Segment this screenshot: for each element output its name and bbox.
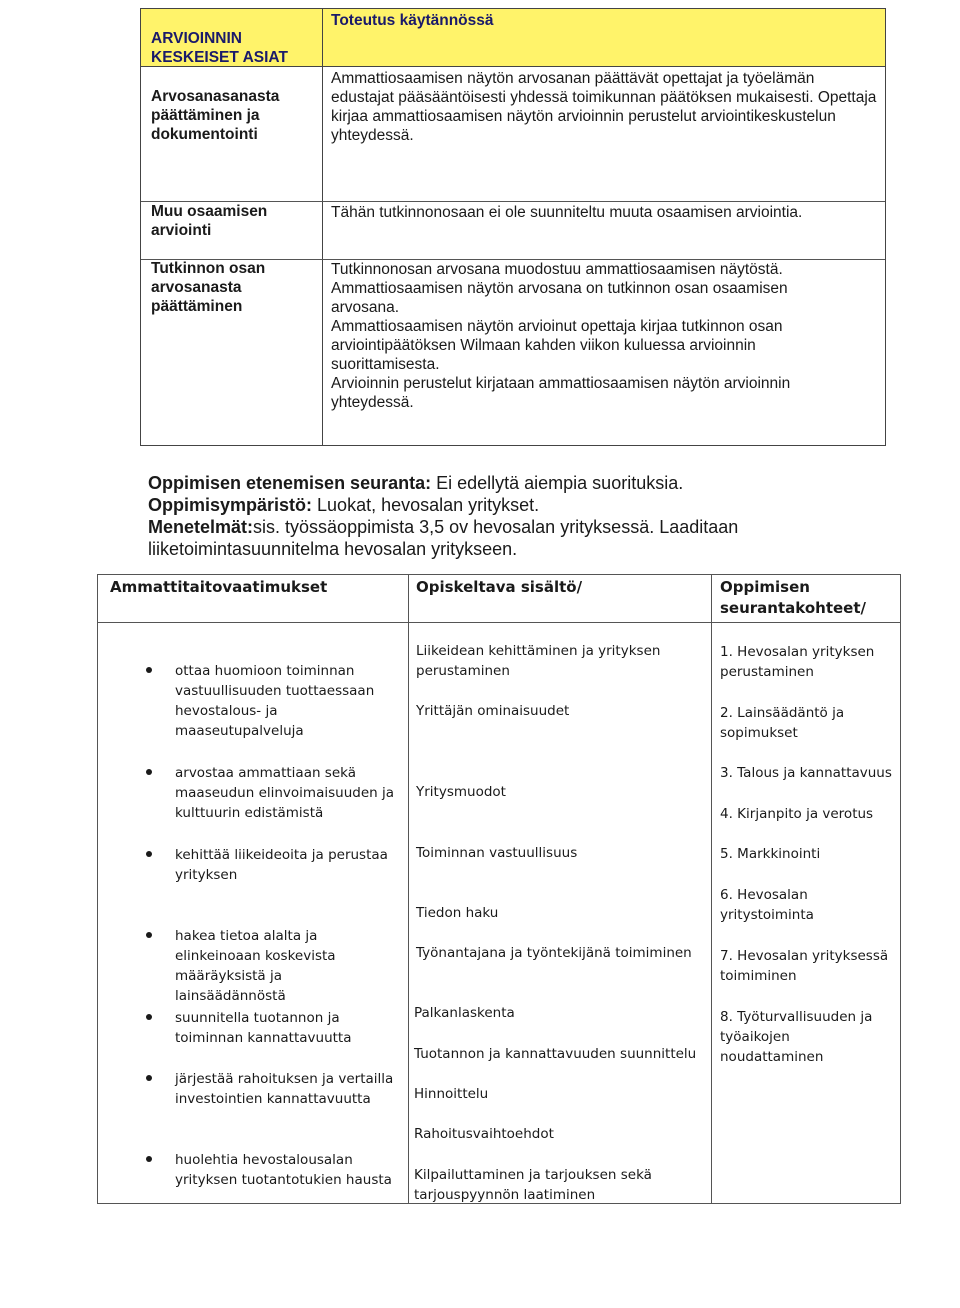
progress-monitoring-line [148, 472, 868, 494]
content-item: Rahoitusvaihtoehdot [414, 1126, 554, 1142]
column-divider [711, 575, 712, 1203]
row-text-grading-documentation: Ammattiosaamisen näytön arvosanan päättävät opettajat ja työelämän edustajat pääsääntöisesti yhdessä toimikunnan päätöksen mukaisesti. Opettaja kirjaa ammattiosaamisen näytön arvioinnin perustelut arviointikeskustelun yhteydessä. [331, 70, 877, 144]
target-item: 7. Hevosalan yrityksessä toimiminen [720, 948, 889, 984]
learning-environment-line [148, 494, 868, 516]
requirement-item: kehittää liikeideoita ja perustaa yrityksen [175, 847, 388, 883]
target-item: 4. Kirjanpito ja verotus [720, 806, 874, 822]
content-item: Kilpailuttaminen ja tarjouksen sekä tarjouspyynnön laatiminen [414, 1167, 652, 1203]
assessment-column-divider [322, 67, 323, 445]
progress-value: Ei edellytä aiempia suorituksia. [431, 473, 684, 493]
assessment-header-right: Toteutus käytännössä [331, 12, 494, 29]
requirement-item: hakea tietoa alalta ja elinkeinoaan koskevista määräyksistä ja lainsäädännöstä [175, 928, 336, 1004]
requirement-item: ottaa huomioon toiminnan vastuullisuuden tuottaessaan hevostalous- ja maaseutupalveluja [175, 663, 375, 739]
competence-table [97, 574, 901, 1204]
environment-label: Oppimisympäristö: [148, 495, 313, 515]
content-item: Palkanlaskenta [414, 1005, 515, 1021]
requirement-item: huolehtia hevostalousalan yrityksen tuotantotukien hausta [175, 1152, 392, 1188]
methods-line [148, 516, 788, 560]
module-grade-paragraph: Tutkinnonosan arvosana muodostuu ammattiosaamisen näytöstä. [331, 261, 783, 278]
assessment-table [140, 8, 886, 446]
bullet-icon [146, 769, 152, 775]
bullet-icon [146, 667, 152, 673]
content-item: Yrittäjän ominaisuudet [416, 703, 570, 719]
header-divider [98, 622, 900, 623]
col-header-targets: Oppimisen seurantakohteet/ [720, 578, 866, 617]
row-text-module-grade [331, 260, 831, 412]
col-header-requirements: Ammattitaitovaatimukset [110, 578, 328, 596]
requirement-item: järjestää rahoituksen ja vertailla investointien kannattavuutta [175, 1071, 394, 1107]
content-item: Liikeidean kehittäminen ja yrityksen perustaminen [416, 643, 661, 679]
row-label-grading-documentation: Arvosanasanasta päättäminen ja dokumentointi [151, 88, 280, 143]
content-item: Toiminnan vastuullisuus [416, 845, 578, 861]
content-item: Tiedon haku [416, 905, 499, 921]
bullet-icon [146, 1075, 152, 1081]
bullet-icon [146, 1014, 152, 1020]
bullet-icon [146, 1156, 152, 1162]
content-item: Yritysmuodot [416, 784, 506, 800]
requirement-item: arvostaa ammattiaan sekä maaseudun elinvoimaisuuden ja kulttuurin edistämistä [175, 765, 394, 821]
target-item: 3. Talous ja kannattavuus [720, 765, 892, 781]
content-item: Työnantajana ja työntekijänä toimiminen [416, 945, 692, 961]
assessment-header-left: ARVIOINNIN KESKEISET ASIAT [151, 30, 288, 66]
target-item: 1. Hevosalan yrityksen perustaminen [720, 644, 875, 680]
row-label-other-assessment: Muu osaamisen arviointi [151, 203, 268, 239]
environment-value: Luokat, hevosalan yritykset. [312, 495, 540, 515]
requirement-item: suunnitella tuotannon ja toiminnan kannattavuutta [175, 1010, 352, 1046]
row-label-module-grade: Tutkinnon osan arvosanasta päättäminen [151, 260, 266, 315]
column-divider [408, 575, 409, 1203]
content-item: Tuotannon ja kannattavuuden suunnittelu [414, 1046, 697, 1062]
target-item: 8. Työturvallisuuden ja työaikojen noudattaminen [720, 1009, 873, 1065]
bullet-icon [146, 851, 152, 857]
methods-value: sis. työssäoppimista 3,5 ov hevosalan yrityksessä. Laaditaan liiketoimintasuunnitelma hevosalan yritykseen. [148, 517, 739, 559]
content-item: Hinnoittelu [414, 1086, 489, 1102]
row-text-other-assessment: Tähän tutkinnonosaan ei ole suunniteltu muuta osaamisen arviointia. [331, 204, 803, 221]
module-grade-paragraph: Arvioinnin perustelut kirjataan ammattiosaamisen näytön arvioinnin yhteydessä. [331, 375, 791, 411]
bullet-icon [146, 932, 152, 938]
target-item: 6. Hevosalan yritystoiminta [720, 887, 814, 923]
module-grade-paragraph: Ammattiosaamisen näytön arvosana on tutkinnon osan osaamisen arvosana. [331, 280, 788, 316]
col-header-contents: Opiskeltava sisältö/ [416, 578, 583, 596]
progress-label: Oppimisen etenemisen seuranta: [148, 473, 432, 493]
methods-label: Menetelmät: [148, 517, 254, 537]
module-grade-paragraph: Ammattiosaamisen näytön arvioinut opettaja kirjaa tutkinnon osan arviointipäätöksen Wilmaan kahden viikon kuluessa arvioinnin suorittamisesta. [331, 318, 783, 373]
target-item: 5. Markkinointi [720, 846, 821, 862]
target-item: 2. Lainsäädäntö ja sopimukset [720, 705, 845, 741]
